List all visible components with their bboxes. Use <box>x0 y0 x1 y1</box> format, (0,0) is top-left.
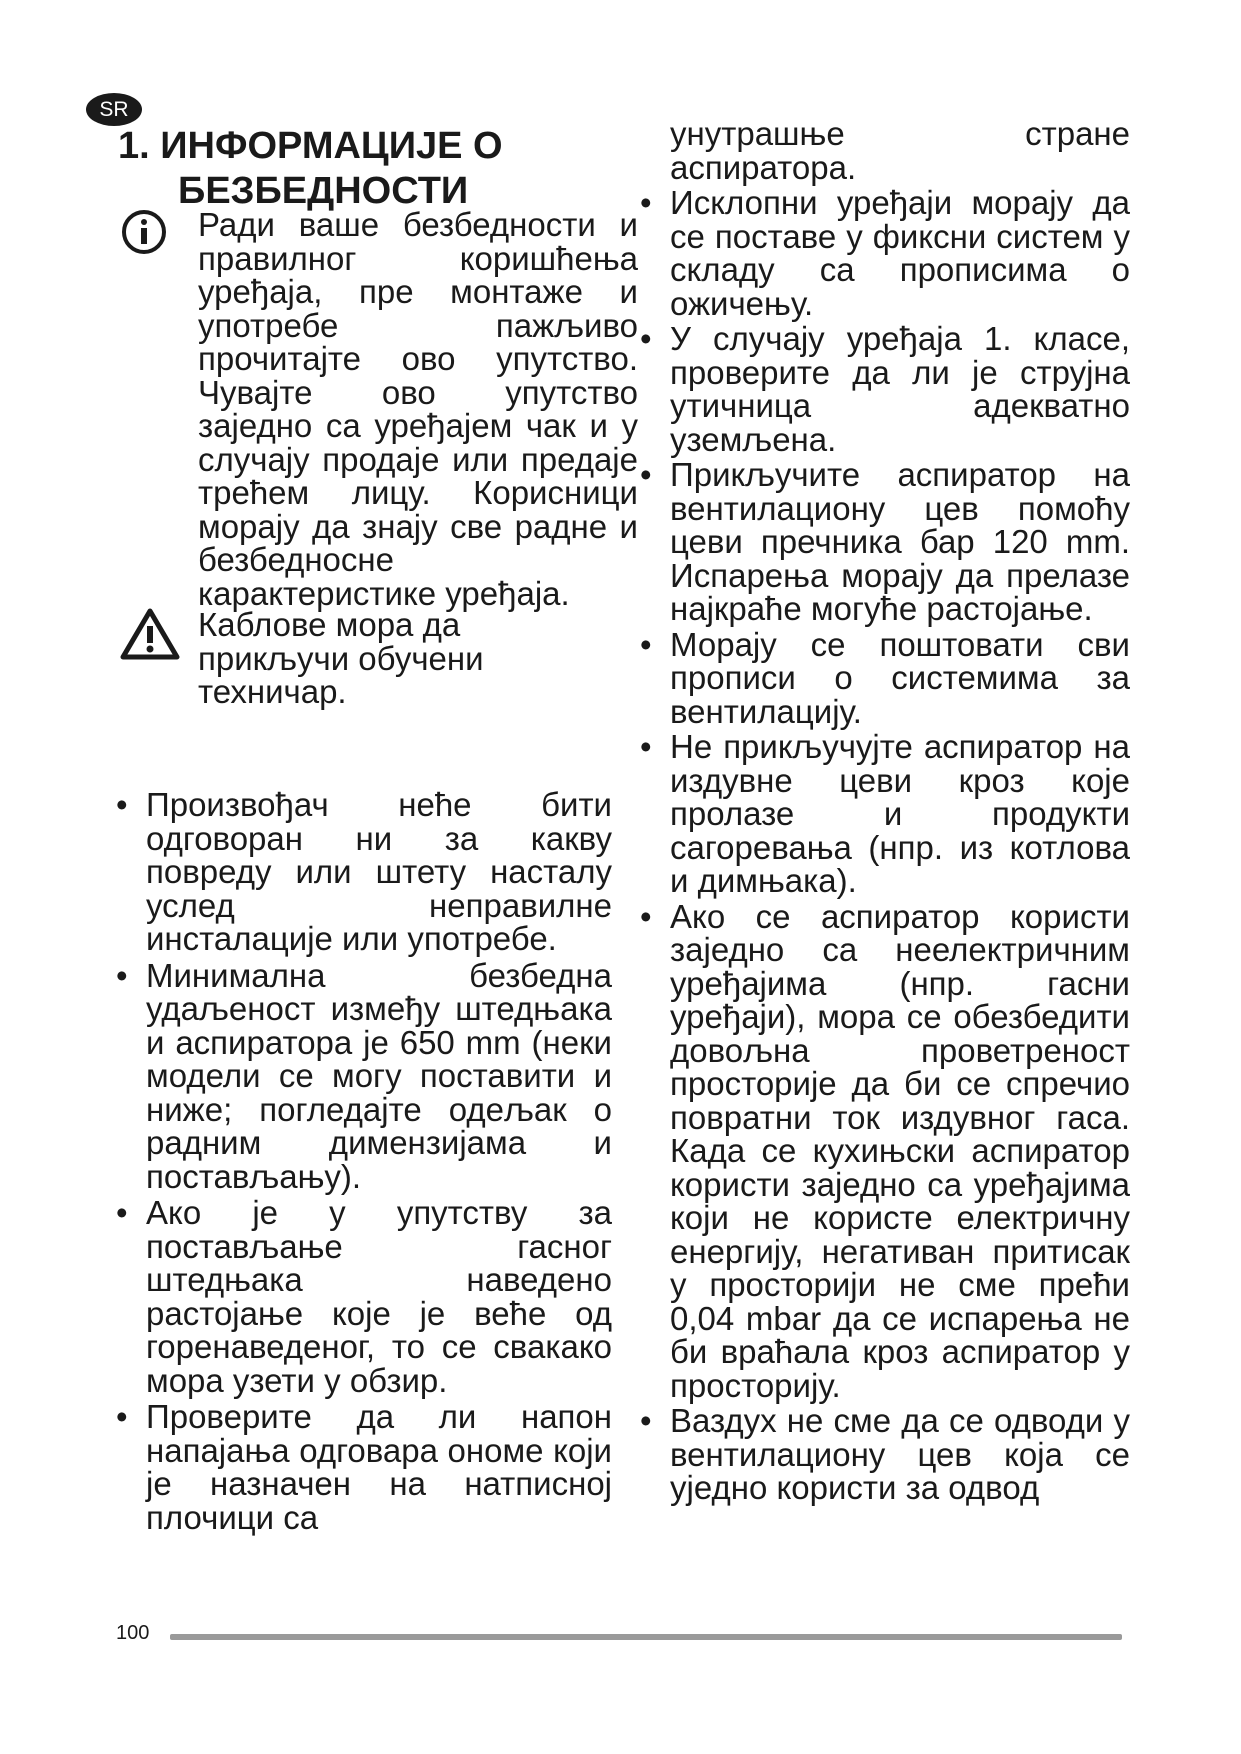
right-bullet-list <box>640 117 1130 1505</box>
list-item <box>640 322 1130 456</box>
safety-note-warning <box>120 608 498 709</box>
continued-text: унутрашње стране аспиратора. <box>670 115 1130 186</box>
list-item <box>116 956 612 1195</box>
list-item <box>640 458 1130 626</box>
bullet-dot: • <box>640 1402 652 1439</box>
list-item-text: Ако је у упутству за постављање гасног штедњака наведено растојање које је веће од горенаведеног, то се свакако мора узети у обзир. <box>146 1194 612 1399</box>
list-item <box>116 1196 612 1397</box>
left-bullet-list <box>116 788 612 1534</box>
list-item <box>116 1400 612 1534</box>
bullet-dot: • <box>640 456 652 493</box>
list-item-text: Прикључите аспиратор на вентилациону цев помоћу цеви пречника бар 120 mm. Испарења морају да прелазе најкраће могуће растојање. <box>670 456 1130 627</box>
section-title-line1: 1. ИНФОРМАЦИЈЕ О <box>118 125 503 167</box>
bullet-dot: • <box>116 1398 128 1435</box>
page-number: 100 <box>116 1622 150 1644</box>
list-item <box>640 897 1130 1404</box>
section-title <box>118 124 503 214</box>
note-text: Каблове мора да прикључи обучени техничар. <box>198 606 484 710</box>
bullet-dot: • <box>640 320 652 357</box>
list-item-text: Ваздух не сме да се одводи у вентилациону цев која се уједно користи за одвод <box>670 1402 1130 1506</box>
bullet-dot: • <box>640 728 652 765</box>
info-icon <box>120 208 198 610</box>
list-item-text: Исклопни уређаји морају да се поставе у фиксни систем у складу са прописима о ожичењу. <box>670 184 1130 322</box>
list-item-text: Ако се аспиратор користи заједно са неелектричним уређајима (нпр. гасни уређаји), мора се обезбедити довољна проветреност просторије да би се спречио повратни ток издувног гаса. Када се кухињски аспиратор користи заједно са уређајима који не користе електричну енергију, негативан притисак у просторији не сме прећи 0,04 mbar да се испарења не би враћала кроз аспиратор у просторију. <box>670 897 1130 1404</box>
bullet-dot: • <box>640 625 652 663</box>
section-title-line2: БЕЗБЕДНОСТИ <box>178 170 469 212</box>
safety-note-info <box>120 208 638 610</box>
warning-icon <box>120 608 198 709</box>
bullet-dot: • <box>116 786 128 823</box>
list-item <box>116 788 612 956</box>
list-item <box>640 730 1130 898</box>
list-item <box>640 625 1130 730</box>
note-text: Ради ваше безбедности и правилног коришћења уређаја, пре монтаже и употребе пажљиво прочитајте ово упутство. Чувајте ово упутство заједно са уређајем чак и у случају продаје или предаје трећем лицу. Корисници морају да знају све радне и безбедносне карактеристике уређаја. <box>198 206 638 612</box>
bullet-dot: • <box>116 1194 128 1231</box>
footer-divider <box>170 1634 1122 1640</box>
list-item <box>640 1404 1130 1505</box>
list-item <box>640 186 1130 320</box>
list-item-text: У случају уређаја 1. класе, проверите да ли је струјна утичница адекватно уземљена. <box>670 320 1130 458</box>
list-item-text: Морају се поштовати сви прописи о системима за вентилацију. <box>670 625 1130 730</box>
list-item-text: Не прикључујте аспиратор на издувне цеви кроз које пролазе и продукти сагоревања (нпр. из котлова и димњака). <box>670 728 1130 899</box>
list-item-text: Проверите да ли напон напајања одговара ономе који је назначен на натписној плочици са <box>146 1398 612 1536</box>
list-item-text: Минимална безбедна удаљеност између штедњака и аспиратора је 650 mm (неки модели се могу поставити и ниже; погледајте одељак о радним димензијама и постављању). <box>146 956 612 1195</box>
bullet-dot: • <box>640 184 652 221</box>
bullet-dot: • <box>116 956 128 994</box>
bullet-dot: • <box>640 897 652 935</box>
list-item-text: Произвођач неће бити одговоран ни за какву повреду или штету насталу услед неправилне инсталације или употребе. <box>146 786 612 957</box>
language-badge: SR <box>86 93 142 126</box>
